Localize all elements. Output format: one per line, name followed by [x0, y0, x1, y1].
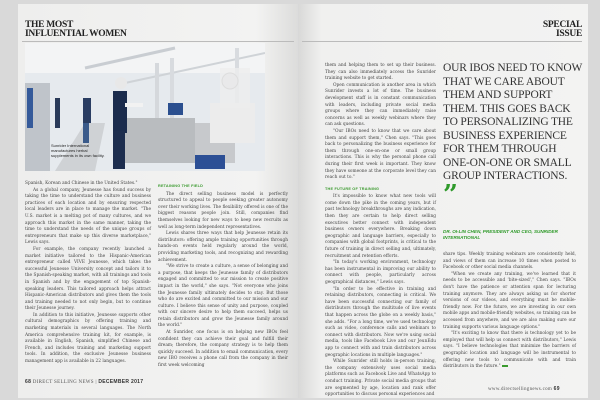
kicker-line: INFLUENTIAL WOMEN — [25, 29, 127, 39]
paragraph: It's impossible to know what new tools will come down the pike in the coming years, but if past technology breakthroughs are any indication, then they are certain to help direct selling executives better connect with independent business owners everywhere. Breaking down geographic and language barriers, especially to companies with global footprints, is critical to the future of training in direct selling and, ultimately, recruitment and retention efforts. — [325, 194, 436, 259]
end-mark-icon — [502, 365, 508, 367]
page-number: 68 — [25, 379, 32, 385]
paragraph: While Sunrider still holds in-person training, the company extensively uses social media platforms such as Facebook Live and WhatsApp to conduct training. Private social media groups that are segmented by age, location and rank offer opportunities to discuss personal experiences and — [325, 359, 436, 398]
publication-name: DIRECT SELLING NEWS — [32, 380, 94, 385]
kicker-line: ISSUE — [556, 29, 582, 39]
paragraph: In addition to this initiative, Jeunesse supports other cultural demographics by offering training and marketing materials in several languages. The North America comprehensive training kit, for example, is available in English, Spanish, simplified Chinese and French, and includes training and marketing support tools. In addition, the exclusive Jeunesse business management app is available in 22 languages. — [25, 312, 151, 365]
paragraph: "It's exciting to know that there is technology yet to be employed that will help us connect with distributors," Lewis says. "I believe technologies that minimize the barriers of geographic location and language will be instrumental to offering new tools to communicate with and train distributors in the future." — [443, 331, 576, 370]
paragraph: Open communication is another area in which Sunrider invests a lot of time. The business development staff is in constant communication with leaders, including private social media groups where they can immediately raise concerns as well as weekly webinars where they can ask questions. — [325, 82, 436, 128]
paragraph: share tips. Weekly training webinars are consistently held, and views of them can increase 10 times when posted to Facebook or other social media channels. — [443, 252, 576, 271]
left-footer: 68 DIRECT SELLING NEWS | DECEMBER 2017 — [25, 379, 144, 385]
paragraph: At Sunrider, one focus is on helping new IBOs feel confident they can achieve their goal and fulfill their dream; therefore, the company strategy is to help them quickly succeed. In addition to email communication, every new IBO receives a phone call from the company in their first week welcoming — [158, 330, 288, 369]
close-quote-icon: ” — [443, 179, 458, 210]
paragraph: Spanish, Korean and Chinese in the United States." — [25, 181, 138, 186]
right-footer — [488, 386, 560, 392]
right-column-1 — [325, 63, 436, 399]
paragraph: As a global company, Jeunesse has found success by taking the time to understand the culture and business practices of each location and by ensuring respected local leaders are in place to manage the market. "The U.S. market is a melting pot of many cultures, and we approach this market in the same manner, taking the time to understand the needs of the unique groups of entrepreneurs that make up this diverse marketplace," Lewis says. — [25, 187, 151, 246]
page-number: 69 — [553, 386, 560, 392]
section-kicker — [25, 21, 127, 39]
section-heading: RETAINING THE FIELD — [158, 184, 204, 188]
header-rule — [22, 41, 294, 42]
pull-quote-text: OUR IBOS NEED TO KNOW THAT WE CARE ABOUT THEM AND SUPPORT THEM. THIS GOES BACK TO PERSONALIZING THE BUSINESS EXPERIENCE FOR THEM THROUGH ONE-ON-ONE OR SMALL GROUP INTERACTIONS. — [443, 62, 582, 182]
website-url: www.directsellingnews.com — [488, 387, 553, 392]
issue-date: DECEMBER 2017 — [98, 379, 144, 385]
section-heading: THE FUTURE OF TRAINING — [325, 186, 380, 191]
paragraph: "In order to be effective in training and retaining distributors, connecting is critical. We have been successful connecting our family of distributors through the multitude of live events that happen across the globe on a weekly basis," she adds. "For a long time, we've used technology such as video, conference calls and webinars to connect with distributors. Now we're using social media, tools like Facebook Live and our JeunEdu app to connect with and train distributors across geographic locations in multiple languages." — [325, 286, 436, 358]
paragraph: The direct selling business model is perfectly structured to appeal to people seeking greater autonomy over their working lives. The flexibility offered is one of the biggest reasons people join. Still, companies find themselves looking for new ways to keep new recruits as well as long-term independent representatives. — [158, 191, 288, 230]
left-column-2 — [158, 183, 288, 370]
factory-photo — [25, 43, 265, 171]
special-issue-kicker — [530, 21, 582, 39]
paragraph: For example, the company recently launched a market initiative tailored to the Hispanic-American entrepreneur called VIVE Jeunesse, which takes the successful Jeunesse University concept and tailors it to the Spanish-speaking market, with all trainings and tools in Spanish and by the engagement of top Spanish-speaking leaders. This tailored approach helps attract Hispanic-American distributors and gives them the tools and training needed to not only begin, but to continue their Jeunesse journey. — [25, 246, 151, 312]
photo-caption: Sunrider International manufactures herbal supplements in its own facility. — [51, 143, 105, 158]
left-column-1 — [25, 181, 151, 366]
paragraph: "Our IBOs need to know that we care about them and support them," Chen says. "This goes back to personalizing the business experience for them through one-on-one or small group interactions. This is why the personal phone call during their first week is important. They know they have someone at the corporate level they can reach out to." — [325, 128, 436, 181]
right-column-2 — [443, 252, 576, 371]
paragraph: "When we create any training, we've learned that it needs to be accessible and 'bite-sized'," Chen says. "IBOs don't have the patience or attention span for lecturing training anymore. They are always asking us for shorter versions of our videos, and everything must be mobile-friendly now. For the future, we are investing in our own mobile apps and mobile-friendly websites, so training can be accessed from anywhere, and we are also making sure our training supports various language options." — [443, 271, 576, 330]
paragraph: Lewis shares three ways that help Jeunesse retain its distributors: offering ample training opportunities through hands-on events held regularly around the world, providing marketing tools, and recognizing and rewarding achievement. — [158, 231, 288, 263]
pull-quote — [443, 62, 583, 210]
paragraph: "We strive to create a culture, a sense of belonging and a purpose, that keeps the Jeunesse family of distributors engaged and committed to our mission to create positive impact in the world," she says. "Not everyone who joins the Jeunesse family ultimately decides to stay. But those who do are excited and committed to our mission and our culture. I believe this sense of unity and purpose, coupled with our sincere desire to help them succeed, helps us retain distributors and grow the Jeunesse family around the world." — [158, 264, 288, 329]
header-rule — [302, 41, 582, 42]
kicker-line: THE MOST — [25, 20, 74, 30]
kicker-line: SPECIAL — [542, 20, 582, 30]
paragraph: them and helping them to set up their business. They can also immediately access the Sunrider training website to get started. — [325, 63, 436, 82]
paragraph: "In today's working environment, technology has been instrumental in improving our ability to connect with people, particularly across geographical distances," Lewis says. — [325, 260, 436, 285]
quote-attribution: DR. OI-LIN CHEN, PRESIDENT AND CEO, SUNRIDER INTERNATIONAL — [443, 229, 558, 240]
